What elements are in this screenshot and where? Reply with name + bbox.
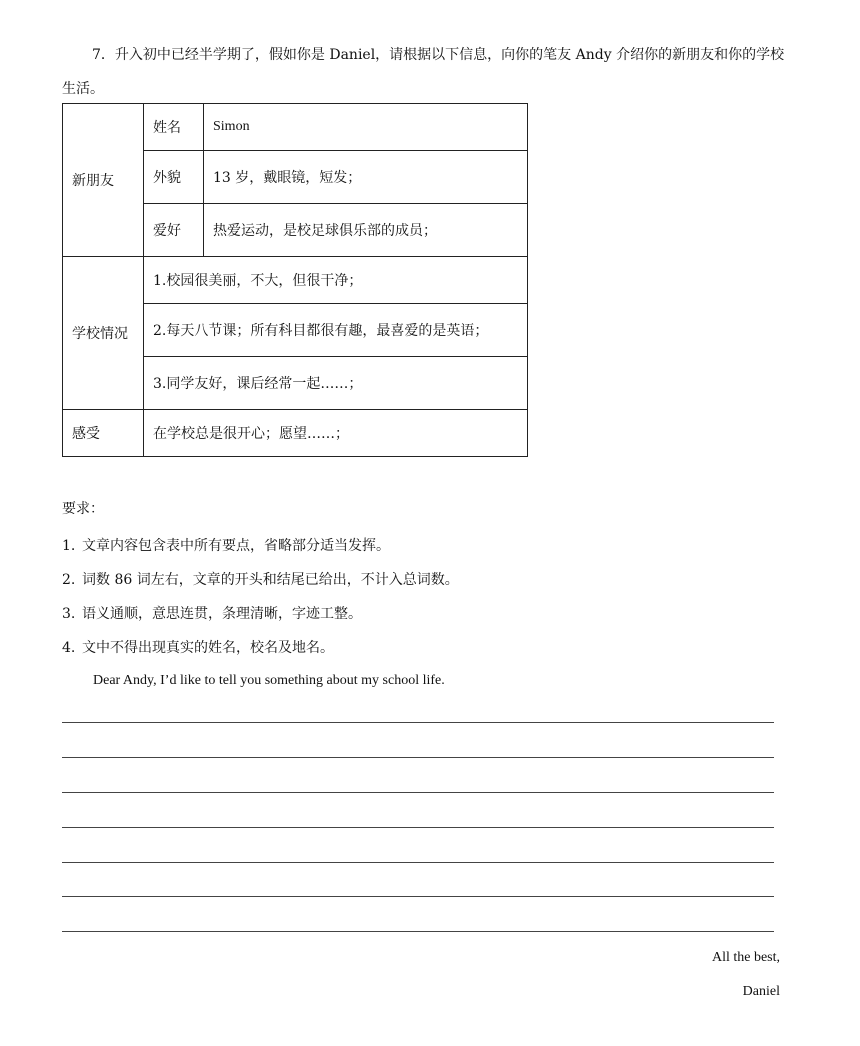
table-row [63,410,528,457]
requirement-item [62,637,334,657]
school-label: 学校情况 [63,257,144,410]
cell-value: 13 岁，戴眼镜，短发； [204,151,528,204]
letter-opening: Dear Andy, I’d like to tell you something about my school life. [93,673,445,688]
requirement-text: 文章内容包含表中所有要点，省略部分适当发挥。 [82,538,390,554]
requirement-number: 3. [62,606,76,622]
requirements-title: 要求： [62,501,104,517]
writing-line[interactable] [62,757,774,758]
cell-key: 爱好 [144,204,204,257]
requirement-text: 语义通顺，意思连贯，条理清晰，字迹工整。 [82,606,362,622]
writing-line[interactable] [62,792,774,793]
requirement-number: 1. [62,538,76,554]
feeling-value: 在学校总是很开心；愿望……； [144,410,528,457]
writing-line[interactable] [62,722,774,723]
writing-line[interactable] [62,827,774,828]
writing-line[interactable] [62,862,774,863]
cell-key: 外貌 [144,151,204,204]
requirement-item [62,569,459,589]
cell-value: Simon [204,104,528,151]
school-item: 1.校园很美丽，不大，但很干净； [144,257,528,304]
requirement-item [62,603,362,623]
writing-line[interactable] [62,931,774,932]
school-item: 3.同学友好，课后经常一起……； [144,357,528,410]
cell-key: 姓名 [144,104,204,151]
letter-closing: All the best, [711,950,780,965]
requirement-number: 4. [62,640,76,656]
table-row [63,257,528,304]
cell-value: 热爱运动，是校足球俱乐部的成员； [204,204,528,257]
question-prompt: 7．升入初中已经半学期了，假如你是 Daniel，请根据以下信息，向你的笔友 Andy 介绍你的新朋友和你的学校生活。 [62,47,785,97]
requirement-number: 2. [62,572,76,588]
letter-signature: Daniel [742,984,780,999]
requirement-text: 词数 86 词左右，文章的开头和结尾已给出，不计入总词数。 [82,572,459,588]
new-friend-label: 新朋友 [63,104,144,257]
info-table [62,103,528,457]
table-row [63,104,528,151]
feeling-label: 感受 [63,410,144,457]
requirement-item [62,535,390,555]
school-item: 2.每天八节课；所有科目都很有趣，最喜爱的是英语； [144,304,528,357]
writing-line[interactable] [62,896,774,897]
requirement-text: 文中不得出现真实的姓名，校名及地名。 [82,640,334,656]
